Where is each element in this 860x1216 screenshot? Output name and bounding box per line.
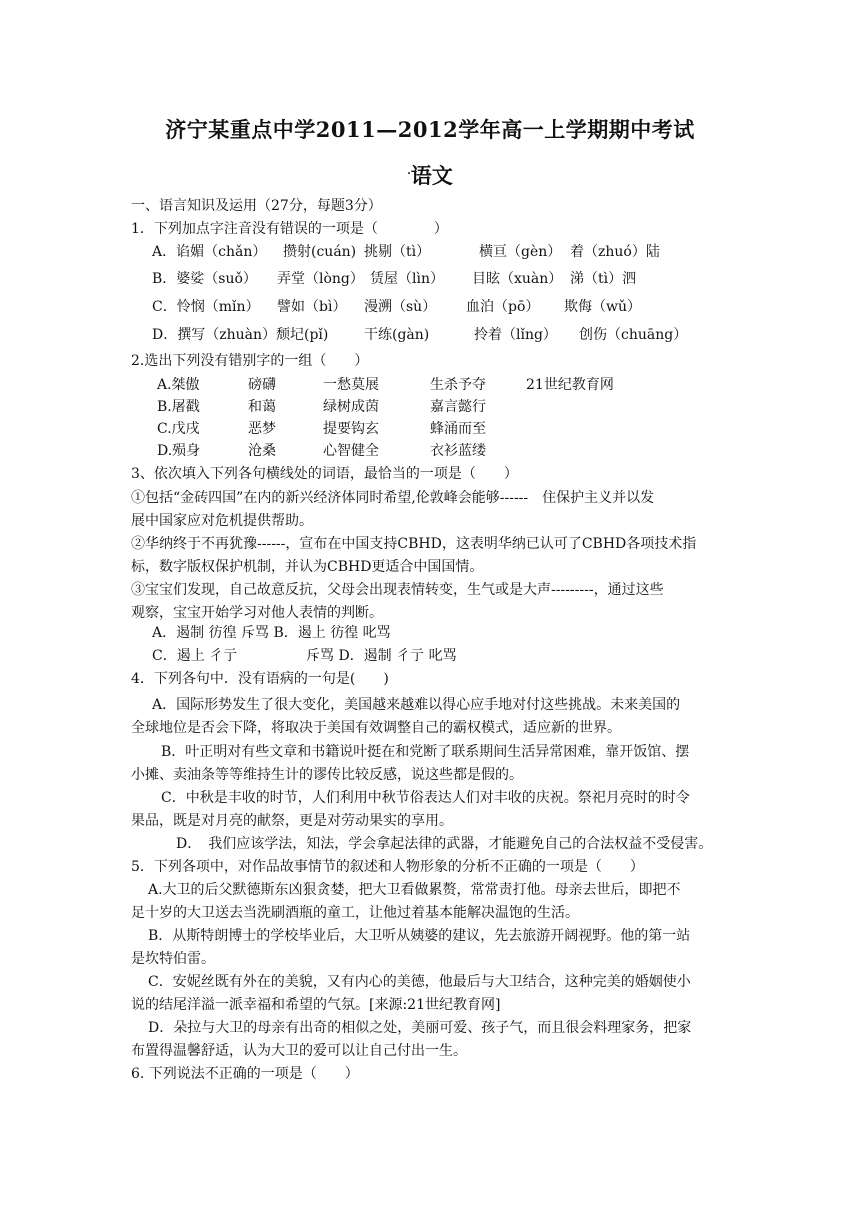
- q2-d-item: D.殒身: [157, 443, 201, 459]
- q5-option-d-cont: 布置得温馨舒适，认为大卫的爱可以让自己付出一生。: [131, 1043, 467, 1059]
- section-heading: 一、语言知识及运用（27分，每题3分）: [131, 198, 382, 214]
- q1-b-item: 赁屋（lìn）: [370, 271, 444, 287]
- q1-b-item: 目眩（xuàn）: [472, 271, 563, 287]
- q5-option-c-cont: 说的结尾洋溢一派幸福和希望的气氛。[来源:21世纪教育网]: [131, 997, 501, 1013]
- q1-c-item: 欺侮（wǔ）: [564, 299, 641, 315]
- q2-stem: 2.选出下列没有错别字的一组（ ）: [131, 353, 369, 369]
- q1-c-item: C．怜悯（mǐn）: [152, 299, 260, 315]
- q5-option-c: C．安妮丝既有外在的美貌，又有内心的美德，他最后与大卫结合，这种完美的婚姻使小: [148, 974, 691, 990]
- q2-c-item: 蜂涌而至: [430, 421, 486, 437]
- q2-d-item: 心智健全: [323, 443, 379, 459]
- q3-sentence-1-cont: 展中国家应对危机提供帮助。: [131, 513, 313, 529]
- q1-b-item: 涕（tì）泗: [570, 271, 637, 287]
- q2-a-item: 生杀予夺: [430, 377, 486, 393]
- q4-option-a: A．国际形势发生了很大变化，美国越来越难以得心应手地对付这些挑战。未来美国的: [152, 697, 681, 713]
- q1-d-item: D．撰写（zhuàn）: [152, 327, 276, 343]
- q4-option-c: C．中秋是丰收的时节，人们利用中秋节俗表达人们对丰收的庆祝。祭祀月亮时的时令: [161, 790, 690, 806]
- q2-b-item: 嘉言懿行: [430, 399, 486, 415]
- q3-sentence-1: ①包括“金砖四国”在内的新兴经济体同时希望,伦敦峰会能够------ 住保护主义并以发: [131, 490, 655, 506]
- q1-a-item: A．谄媚（chǎn）: [152, 244, 267, 260]
- q3-option-c: C．遏上 彳亍: [152, 648, 238, 664]
- q3-sentence-3-cont: 观察，宝宝开始学习对他人表情的判断。: [131, 605, 383, 621]
- q4-option-a-cont: 全球地位是否会下降，将取决于美国有效调整自己的霸权模式，适应新的世界。: [131, 720, 621, 736]
- q1-a-item: 横亘（gèn）: [479, 244, 562, 260]
- q4-option-b-cont: 小摊、卖油条等等维持生计的谬传比较反感，说这些都是假的。: [131, 767, 523, 783]
- q3-options-ab: A．遏制 彷徨 斥骂 B．遏上 彷徨 叱骂: [152, 625, 391, 641]
- q5-option-d: D．朵拉与大卫的母亲有出奇的相似之处，美丽可爱、孩子气，而且很会料理家务，把家: [148, 1020, 692, 1036]
- q2-a-item: 21世纪教育网: [526, 377, 614, 393]
- q4-option-d: D． 我们应该学法，知法，学会拿起法律的武器，才能避免自己的合法权益不受侵害。: [176, 836, 713, 852]
- q5-option-a: A.大卫的后父默德斯东凶狠贪婪，把大卫看做累赘，常常责打他。母亲去世后，即把不: [148, 882, 681, 898]
- q6-stem: 6. 下列说法不正确的一项是（ ）: [131, 1066, 359, 1082]
- q1-d-item: 拎着（lǐng）: [474, 327, 557, 343]
- q2-c-item: 提要钩玄: [323, 421, 379, 437]
- q1-b-item: 弄堂（lòng）: [277, 271, 364, 287]
- subject-label: 语文: [410, 163, 453, 188]
- subject-title: [0, 160, 860, 190]
- q3-sentence-2: ②华纳终于不再犹豫------，宣布在中国支持CBHD，这表明华纳已认可了CBHD各项技术指: [131, 536, 697, 552]
- q2-a-item: 磅礴: [248, 377, 276, 393]
- q1-a-item: 着（zhuó）陆: [570, 244, 660, 260]
- q1-d-item: 干练(gàn): [364, 327, 430, 343]
- q2-c-item: C.戊戌: [157, 421, 200, 437]
- q4-option-c-cont: 果品，既是对月亮的献祭，更是对劳动果实的享用。: [131, 813, 453, 829]
- q5-stem: 5．下列各项中，对作品故事情节的叙述和人物形象的分析不正确的一项是（ ）: [131, 859, 644, 875]
- q2-b-item: B.屠戳: [157, 399, 200, 415]
- q2-c-item: 恶梦: [248, 421, 276, 437]
- q5-option-b-cont: 是坎特伯雷。: [131, 951, 215, 967]
- q2-b-item: 绿树成茵: [323, 399, 379, 415]
- q4-stem: 4．下列各句中．没有语病的一句是( ): [131, 671, 389, 687]
- subtitle-dot: .: [407, 166, 411, 177]
- q1-d-item: 颓圮(pǐ): [276, 327, 329, 343]
- q1-stem: 1．下列加点字注音没有错误的一项是（ ）: [131, 221, 448, 237]
- q3-sentence-3: ③宝宝们发现，自己故意反抗，父母会出现表情转变，生气或是大声---------，通过这些: [131, 582, 664, 598]
- q1-a-item: 挑剔（tì）: [364, 244, 431, 260]
- q2-a-item: A.桀傲: [157, 377, 200, 393]
- q1-b-item: B．婆娑（suǒ）: [152, 271, 257, 287]
- q1-c-item: 漫溯（sù）: [364, 299, 437, 315]
- q1-a-item: 攒射(cuán): [283, 244, 357, 260]
- q2-d-item: 沧桑: [248, 443, 276, 459]
- exam-title: 济宁某重点中学2011—2012学年高一上学期期中考试: [165, 117, 695, 142]
- q3-options-cd: 斥骂 D．遏制 彳亍 叱骂: [306, 648, 457, 664]
- q1-c-item: 譬如（bì）: [277, 299, 347, 315]
- q2-b-item: 和蔼: [248, 399, 276, 415]
- q2-d-item: 衣衫蓝缕: [430, 443, 486, 459]
- q3-sentence-2-cont: 标，数字版权保护机制，并认为CBHD更适合中国国情。: [131, 559, 484, 575]
- q1-d-item: 创伤（chuāng）: [579, 327, 688, 343]
- q5-option-a-cont: 足十岁的大卫送去当洗刷酒瓶的童工，让他过着基本能解决温饱的生活。: [131, 905, 579, 921]
- q4-option-b: B．叶正明对有些文章和书籍说叶挺在和党断了联系期间生活异常困难，靠开饭馆、摆: [161, 744, 690, 760]
- q5-option-b: B．从斯特朗博士的学校毕业后，大卫听从姨婆的建议，先去旅游开阔视野。他的第一站: [148, 928, 691, 944]
- q2-a-item: 一愁莫展: [323, 377, 379, 393]
- q1-c-item: 血泊（pō）: [466, 299, 540, 315]
- q3-stem: 3、依次填入下列各句横线处的词语，最恰当的一项是（ ）: [131, 466, 518, 482]
